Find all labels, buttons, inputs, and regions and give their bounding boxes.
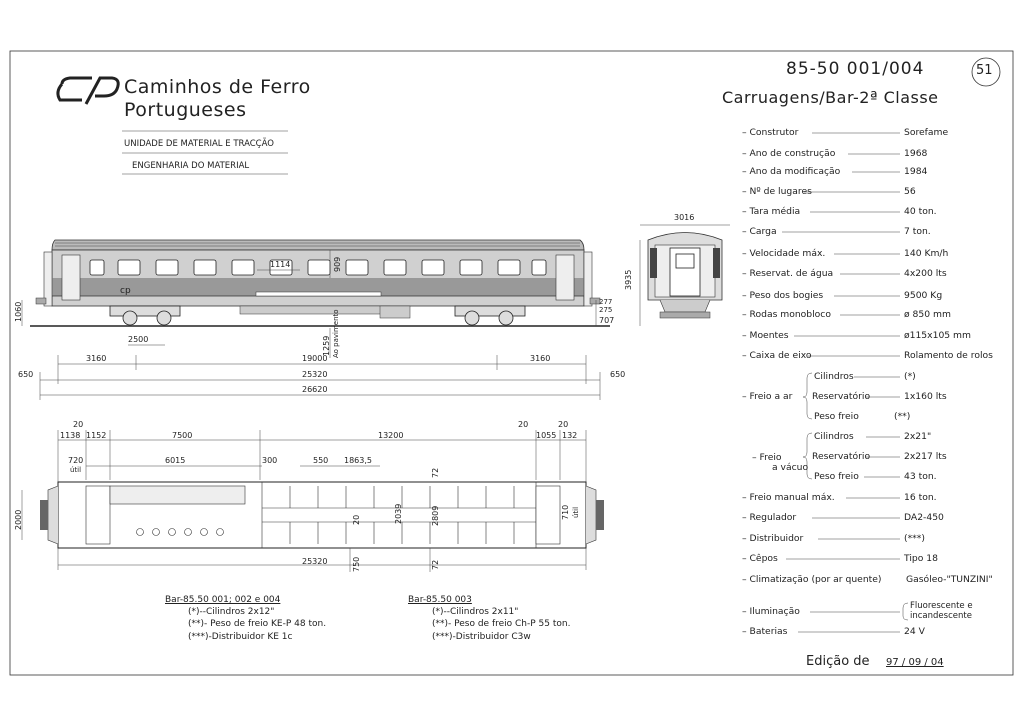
iluminacao-label: – Iluminação <box>742 606 800 617</box>
dim-2000: 2000 <box>14 509 23 530</box>
freio-ar-reservatorio-value: 1x160 lts <box>904 391 947 402</box>
dim-19000: 19000 <box>302 354 328 363</box>
dim-1138: 1138 <box>60 431 81 440</box>
vehicle-code: 85-50 001/004 <box>786 59 925 79</box>
spec-label: – Moentes <box>742 330 789 341</box>
freio-vacuo-cilindros-label: Cilindros <box>814 431 854 442</box>
spec-value: (***) <box>904 533 925 544</box>
util-label-2: útil <box>572 506 580 518</box>
sheet-number: 51 <box>976 63 993 78</box>
dim-650-right: 650 <box>610 370 626 379</box>
svg-text:cp: cp <box>120 286 131 296</box>
spec-value: Tipo 18 <box>904 553 938 564</box>
notes-left-line3: (***)-Distribuidor KE 1c <box>188 632 293 642</box>
dim-13200: 13200 <box>378 431 404 440</box>
ao-pavimento-label: Ao pavimento <box>332 309 340 358</box>
dim-300: 300 <box>262 456 278 465</box>
dim-132: 132 <box>562 431 578 440</box>
spec-label: – Reservat. de água <box>742 268 834 279</box>
cp-logo <box>58 78 118 104</box>
spec-value: Gasóleo-"TUNZINI" <box>906 574 993 585</box>
freio-vacuo-cilindros-value: 2x21" <box>904 431 932 442</box>
notes-right-line1: (*)--Cilindros 2x11" <box>432 607 519 617</box>
dim-20-a: 20 <box>73 420 84 429</box>
dim-1152: 1152 <box>86 431 107 440</box>
dim-72-bottom: 72 <box>431 559 440 570</box>
freio-ar-reservatorio-label: Reservatório <box>812 391 871 402</box>
freio-vacuo-reservatorio-value: 2x217 lts <box>904 451 947 462</box>
spec-label: – Peso dos bogies <box>742 290 824 301</box>
dim-909: 909 <box>333 256 342 272</box>
spec-label: – Tara média <box>742 206 801 217</box>
spec-label: – Freio manual máx. <box>742 492 835 503</box>
dim-710: 710 <box>561 504 570 520</box>
notes-left-line1: (*)--Cilindros 2x12" <box>188 607 275 617</box>
dim-25320-side: 25320 <box>302 370 328 379</box>
dim-20-c: 20 <box>558 420 569 429</box>
dim-3160-left: 3160 <box>86 354 107 363</box>
dim-720: 720 <box>68 456 84 465</box>
dim-550: 550 <box>313 456 329 465</box>
end-view <box>640 225 730 326</box>
spec-value: 1968 <box>904 148 928 159</box>
dim-750: 750 <box>352 556 361 572</box>
spec-label: – Nº de lugares <box>742 186 812 197</box>
spec-label: – Rodas monobloco <box>742 309 831 320</box>
freio-ar-peso-label: Peso freio <box>814 411 859 422</box>
spec-value: 7 ton. <box>904 226 931 237</box>
spec-value: ø115x105 mm <box>904 330 971 341</box>
dim-1259: 1259 <box>322 335 331 356</box>
dim-1060: 1060 <box>14 301 23 322</box>
dim-3016: 3016 <box>674 213 695 222</box>
spec-label: – Cêpos <box>742 553 778 564</box>
dim-650-left: 650 <box>18 370 34 379</box>
edition-label: Edição de <box>806 654 870 669</box>
iluminacao-value1: Fluorescente e <box>910 601 973 611</box>
spec-value: 40 ton. <box>904 206 937 217</box>
vehicle-title: Carruagens/Bar-2ª Classe <box>722 88 939 107</box>
spec-value: 56 <box>904 186 916 197</box>
dim-1114: 1114 <box>270 260 291 269</box>
baterias-value: 24 V <box>904 626 925 637</box>
unit-name: UNIDADE DE MATERIAL E TRACÇÃO <box>124 139 274 149</box>
department-name: ENGENHARIA DO MATERIAL <box>132 161 250 171</box>
company-name-line1: Caminhos de Ferro <box>124 76 311 98</box>
freio-vacuo-label1: – Freio <box>752 452 782 463</box>
dim-26620: 26620 <box>302 385 328 394</box>
dim-6015: 6015 <box>165 456 186 465</box>
freio-ar-peso-value: (**) <box>894 411 911 422</box>
notes-left-title: Bar-85.50 001; 002 e 004 <box>165 595 281 605</box>
spec-label: – Ano de construção <box>742 148 836 159</box>
notes-right-line2: (**)- Peso de freio Ch-P 55 ton. <box>432 619 571 629</box>
spec-value: 16 ton. <box>904 492 937 503</box>
freio-ar-label: – Freio a ar <box>742 391 793 402</box>
dim-20-b: 20 <box>518 420 529 429</box>
spec-label: – Carga <box>742 226 777 237</box>
dim-25320-plan: 25320 <box>302 557 328 566</box>
dim-2809: 2809 <box>431 505 440 526</box>
spec-label: – Climatização (por ar quente) <box>742 574 882 585</box>
spec-value: ø 850 mm <box>904 309 951 320</box>
plan-view <box>22 430 604 572</box>
dim-3160-right: 3160 <box>530 354 551 363</box>
notes-right-line3: (***)-Distribuidor C3w <box>432 632 531 642</box>
freio-vacuo-peso-label: Peso freio <box>814 471 859 482</box>
spec-value: 4x200 lts <box>904 268 947 279</box>
dim-1863-5: 1863,5 <box>344 456 372 465</box>
freio-vacuo-reservatorio-label: Reservatório <box>812 451 871 462</box>
dim-1055: 1055 <box>536 431 557 440</box>
freio-ar-cilindros-label: Cilindros <box>814 371 854 382</box>
spec-value: 9500 Kg <box>904 290 943 301</box>
dim-20-d: 20 <box>352 514 361 525</box>
spec-value: DA2-450 <box>904 512 944 523</box>
spec-label: – Velocidade máx. <box>742 248 826 259</box>
util-label: útil <box>70 466 82 474</box>
freio-vacuo-label2: a vácuo <box>772 462 809 473</box>
spec-label: – Ano da modificação <box>742 166 841 177</box>
spec-value: 140 Km/h <box>904 248 949 259</box>
dim-275: 275 <box>599 306 613 314</box>
freio-vacuo-peso-value: 43 ton. <box>904 471 937 482</box>
spec-value: 1984 <box>904 166 928 177</box>
edition-date: 97 / 09 / 04 <box>886 657 944 668</box>
spec-value: Sorefame <box>904 127 949 138</box>
spec-label: – Regulador <box>742 512 797 523</box>
spec-label: – Distribuidor <box>742 533 804 544</box>
spec-label: – Construtor <box>742 127 799 138</box>
notes-right-title: Bar-85.50 003 <box>408 595 472 605</box>
baterias-label: – Baterias <box>742 626 788 637</box>
freio-ar-cilindros-value: (*) <box>904 371 916 382</box>
spec-label: – Caixa de eixo <box>742 350 812 361</box>
dim-277: 277 <box>599 298 613 306</box>
dim-707: 707 <box>599 316 615 325</box>
notes-left-line2: (**)- Peso de freio KE-P 48 ton. <box>188 619 327 629</box>
dim-7500: 7500 <box>172 431 193 440</box>
dim-2039: 2039 <box>394 503 403 524</box>
dim-72-top: 72 <box>431 467 440 478</box>
spec-value: Rolamento de rolos <box>904 350 993 361</box>
dim-2500: 2500 <box>128 335 149 344</box>
company-name-line2: Portugueses <box>124 99 247 121</box>
iluminacao-value2: incandescente <box>910 611 972 621</box>
dim-3935: 3935 <box>624 269 633 290</box>
